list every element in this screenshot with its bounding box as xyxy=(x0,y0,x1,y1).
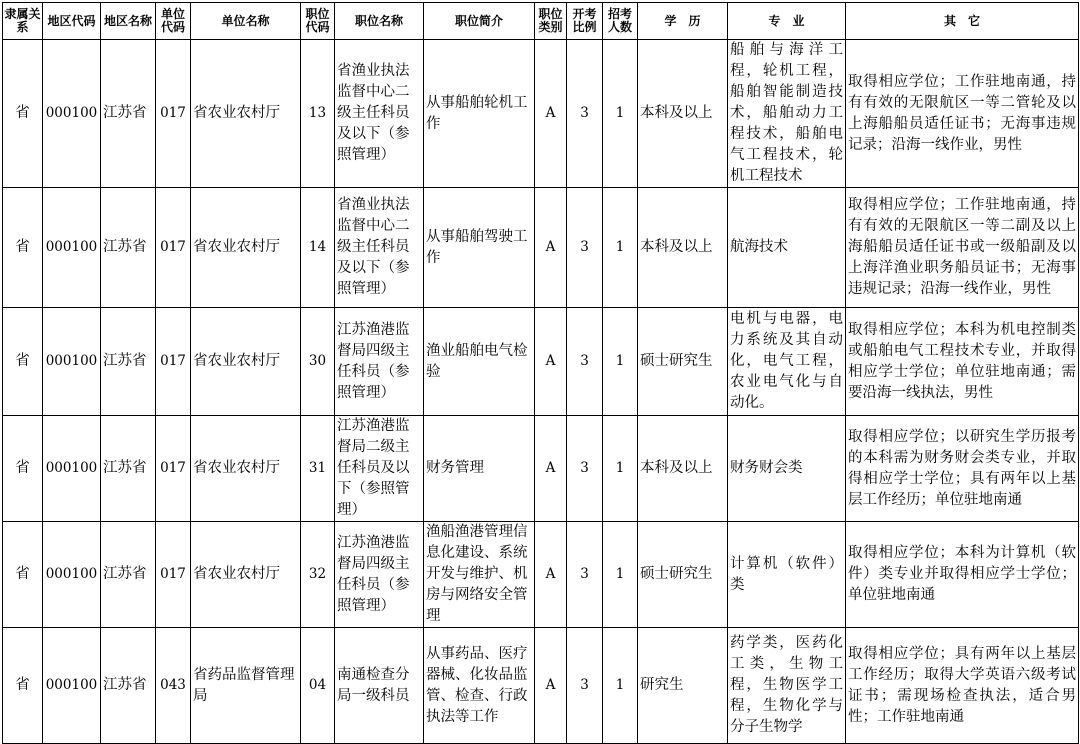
header-region-code: 地区代码 xyxy=(43,3,101,40)
cell-major: 航海技术 xyxy=(728,188,846,308)
cell-region-name: 江苏省 xyxy=(101,308,156,416)
cell-ratio: 3 xyxy=(567,188,603,308)
header-row xyxy=(3,3,1079,40)
cell-unit-code: 017 xyxy=(156,522,191,628)
cell-education: 本科及以上 xyxy=(638,188,728,308)
cell-position-intro: 从事船舶轮机工作 xyxy=(424,40,535,188)
cell-education: 本科及以上 xyxy=(638,416,728,522)
cell-region-name: 江苏省 xyxy=(101,628,156,744)
cell-position-name: 江苏渔港监督局四级主任科员（参照管理） xyxy=(335,522,424,628)
cell-position-code: 31 xyxy=(301,416,335,522)
recruitment-table xyxy=(2,2,1079,744)
table-row xyxy=(3,188,1079,308)
cell-education: 研究生 xyxy=(638,628,728,744)
header-ratio: 开考比例 xyxy=(567,3,603,40)
table-row xyxy=(3,40,1079,188)
cell-relation: 省 xyxy=(3,188,43,308)
cell-unit-name: 省农业农村厅 xyxy=(191,416,301,522)
cell-position-name: 南通检查分局一级科员 xyxy=(335,628,424,744)
table-row xyxy=(3,308,1079,416)
cell-position-name: 省渔业执法监督中心二级主任科员及以下（参照管理） xyxy=(335,188,424,308)
table-body xyxy=(3,40,1079,744)
cell-count: 1 xyxy=(603,416,638,522)
cell-position-intro: 渔业船舶电气检验 xyxy=(424,308,535,416)
cell-position-code: 14 xyxy=(301,188,335,308)
header-position-intro: 职位简介 xyxy=(424,3,535,40)
cell-major: 电机与电器，电力系统及其自动化，电气工程，农业电气化与自动化。 xyxy=(728,308,846,416)
cell-major: 药学类，医药化工类，生物工程，生物医学工程，生物化学与分子生物学 xyxy=(728,628,846,744)
cell-region-code: 000100 xyxy=(43,308,101,416)
cell-ratio: 3 xyxy=(567,308,603,416)
cell-position-code: 30 xyxy=(301,308,335,416)
cell-position-intro: 从事药品、医疗器械、化妆品监管、检查、行政执法等工作 xyxy=(424,628,535,744)
cell-category: A xyxy=(535,416,567,522)
cell-region-code: 000100 xyxy=(43,416,101,522)
cell-relation: 省 xyxy=(3,308,43,416)
cell-unit-code: 017 xyxy=(156,188,191,308)
cell-region-name: 江苏省 xyxy=(101,188,156,308)
cell-region-code: 000100 xyxy=(43,628,101,744)
cell-unit-code: 017 xyxy=(156,40,191,188)
cell-position-code: 13 xyxy=(301,40,335,188)
cell-count: 1 xyxy=(603,628,638,744)
header-unit-code: 单位代码 xyxy=(156,3,191,40)
header-region-name: 地区名称 xyxy=(101,3,156,40)
cell-position-intro: 财务管理 xyxy=(424,416,535,522)
header-major: 专 业 xyxy=(728,3,846,40)
cell-unit-code: 017 xyxy=(156,308,191,416)
cell-category: A xyxy=(535,522,567,628)
cell-ratio: 3 xyxy=(567,40,603,188)
cell-other: 取得相应学位；本科为机电控制类或船舶电气工程技术专业，并取得相应学士学位；单位驻地南通；需要沿海一线执法，男性 xyxy=(846,308,1079,416)
cell-major: 船舶与海洋工程，轮机工程，船舶智能制造技术，船舶动力工程技术，船舶电气工程技术，轮机工程技术 xyxy=(728,40,846,188)
cell-other: 取得相应学位；本科为计算机（软件）类专业并取得相应学士学位；单位驻地南通 xyxy=(846,522,1079,628)
cell-region-code: 000100 xyxy=(43,522,101,628)
cell-region-name: 江苏省 xyxy=(101,522,156,628)
cell-unit-code: 017 xyxy=(156,416,191,522)
header-category: 职位类别 xyxy=(535,3,567,40)
cell-region-name: 江苏省 xyxy=(101,416,156,522)
cell-category: A xyxy=(535,628,567,744)
cell-count: 1 xyxy=(603,308,638,416)
cell-other: 取得相应学位；以研究生学历报考的本科需为财务财会类专业，并取得相应学士学位；具有两年以上基层工作经历；单位驻地南通 xyxy=(846,416,1079,522)
cell-ratio: 3 xyxy=(567,628,603,744)
cell-count: 1 xyxy=(603,522,638,628)
cell-ratio: 3 xyxy=(567,522,603,628)
cell-unit-name: 省药品监督管理局 xyxy=(191,628,301,744)
cell-position-code: 32 xyxy=(301,522,335,628)
cell-unit-code: 043 xyxy=(156,628,191,744)
header-position-code: 职位代码 xyxy=(301,3,335,40)
cell-category: A xyxy=(535,40,567,188)
table-row xyxy=(3,628,1079,744)
header-other: 其 它 xyxy=(846,3,1079,40)
cell-other: 取得相应学位；工作驻地南通，持有有效的无限航区一等二管轮及以上海船船员适任证书；无海事违规记录；沿海一线作业，男性 xyxy=(846,40,1079,188)
cell-unit-name: 省农业农村厅 xyxy=(191,40,301,188)
cell-category: A xyxy=(535,308,567,416)
cell-education: 本科及以上 xyxy=(638,40,728,188)
cell-other: 取得相应学位；工作驻地南通，持有有效的无限航区一等二副及以上海船船员适任证书或一级船副及以上海洋渔业职务船员证书；无海事违规记录；沿海一线作业，男性 xyxy=(846,188,1079,308)
header-count: 招考人数 xyxy=(603,3,638,40)
cell-major: 计算机（软件）类 xyxy=(728,522,846,628)
cell-other: 取得相应学位；具有两年以上基层工作经历；取得大学英语六级考试证书；需现场检查执法，适合男性；工作驻地南通 xyxy=(846,628,1079,744)
cell-education: 硕士研究生 xyxy=(638,522,728,628)
cell-unit-name: 省农业农村厅 xyxy=(191,308,301,416)
table-row xyxy=(3,416,1079,522)
cell-position-name: 江苏渔港监督局四级主任科员（参照管理） xyxy=(335,308,424,416)
cell-unit-name: 省农业农村厅 xyxy=(191,188,301,308)
header-education: 学 历 xyxy=(638,3,728,40)
cell-relation: 省 xyxy=(3,522,43,628)
cell-region-code: 000100 xyxy=(43,188,101,308)
header-unit-name: 单位名称 xyxy=(191,3,301,40)
cell-position-code: 04 xyxy=(301,628,335,744)
header-position-name: 职位名称 xyxy=(335,3,424,40)
cell-category: A xyxy=(535,188,567,308)
cell-position-intro: 从事船舶驾驶工作 xyxy=(424,188,535,308)
cell-relation: 省 xyxy=(3,40,43,188)
cell-ratio: 3 xyxy=(567,416,603,522)
cell-relation: 省 xyxy=(3,416,43,522)
cell-count: 1 xyxy=(603,188,638,308)
cell-education: 硕士研究生 xyxy=(638,308,728,416)
cell-unit-name: 省农业农村厅 xyxy=(191,522,301,628)
cell-region-name: 江苏省 xyxy=(101,40,156,188)
cell-relation: 省 xyxy=(3,628,43,744)
cell-count: 1 xyxy=(603,40,638,188)
cell-position-name: 省渔业执法监督中心二级主任科员及以下（参照管理） xyxy=(335,40,424,188)
table-row xyxy=(3,522,1079,628)
cell-position-name: 江苏渔港监督局二级主任科员及以下（参照管理） xyxy=(335,416,424,522)
cell-major: 财务财会类 xyxy=(728,416,846,522)
cell-region-code: 000100 xyxy=(43,40,101,188)
cell-position-intro: 渔船渔港管理信息化建设、系统开发与维护、机房与网络安全管理 xyxy=(424,522,535,628)
header-relation: 隶属关系 xyxy=(3,3,43,40)
